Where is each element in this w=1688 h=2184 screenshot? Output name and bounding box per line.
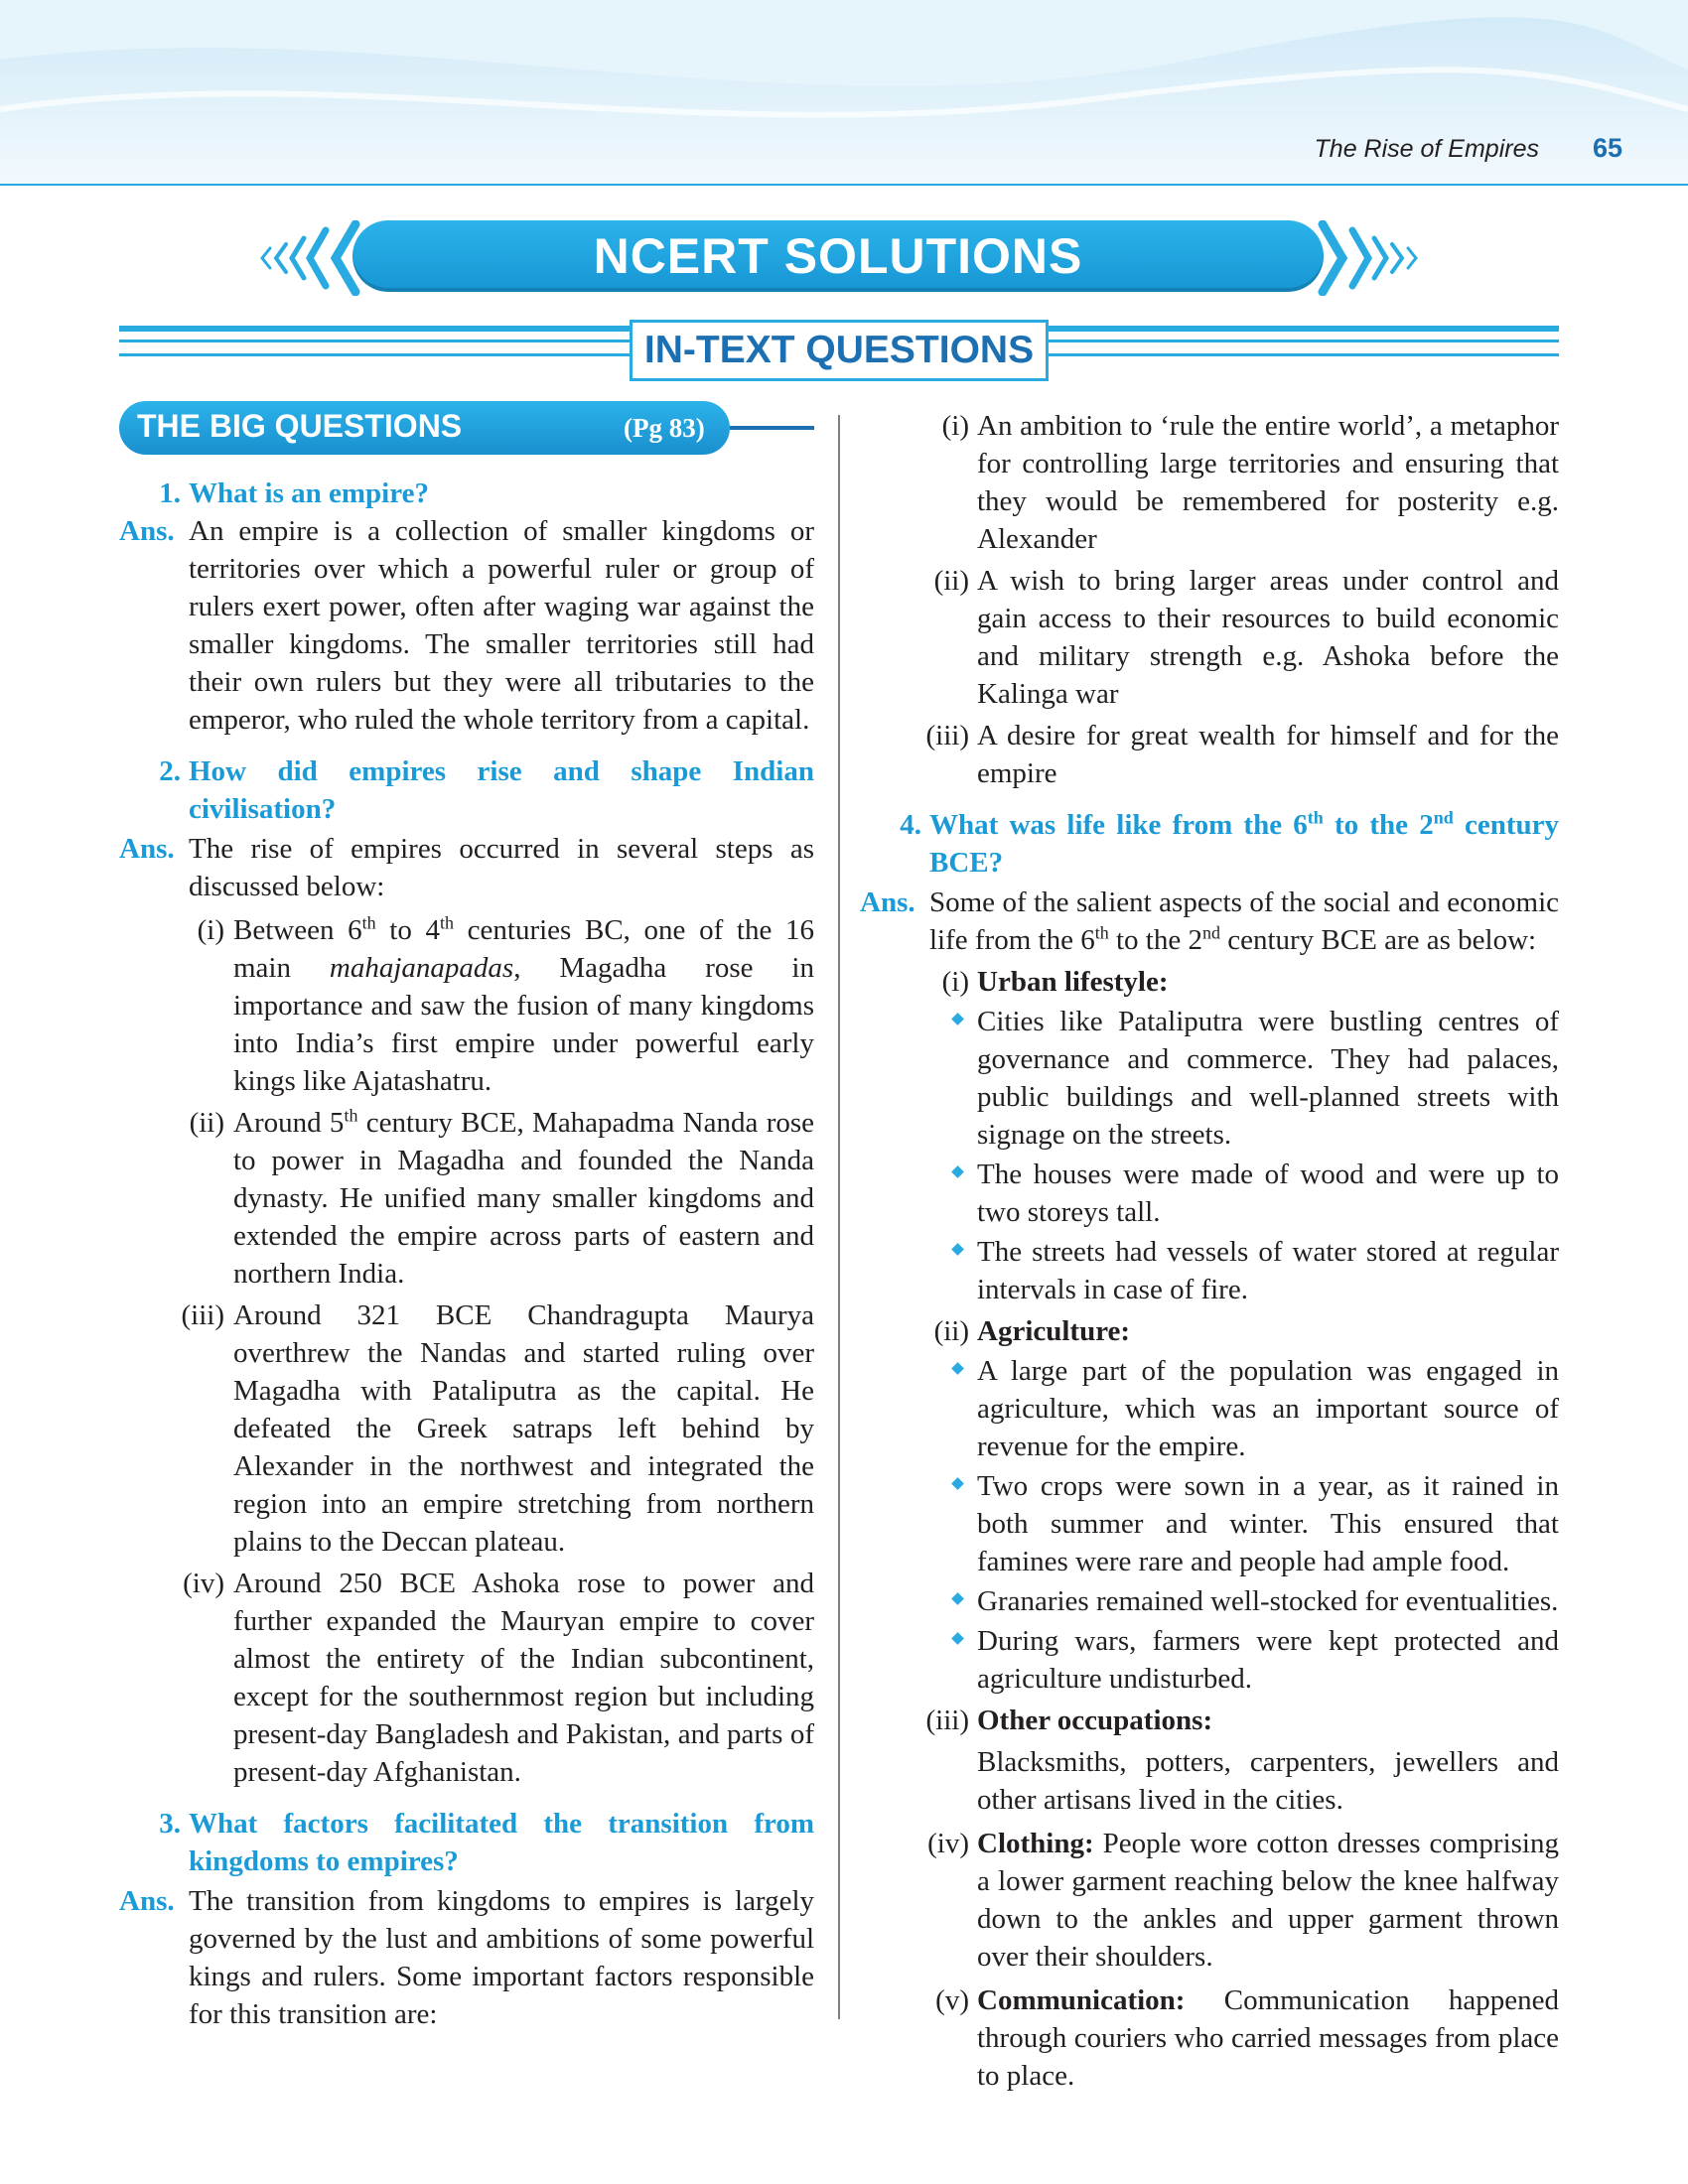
- item-text: Communication happened through couriers who carried messages from place to place.: [977, 1984, 1559, 2092]
- item-number: (i): [197, 914, 224, 946]
- item-number: (ii): [933, 565, 969, 597]
- answer-text: The rise of empires occurred in several steps as discussed below:: [189, 833, 814, 902]
- answer-3: [119, 1882, 814, 2033]
- bullet-text: Two crops were sown in a year, as it rained in both summer and winter. This ensured that famines were rare and people had ample food.: [977, 1470, 1559, 1577]
- item-number: (ii): [189, 1107, 224, 1139]
- item-number: (iii): [925, 1705, 969, 1736]
- diamond-bullet-icon: [951, 1165, 964, 1178]
- column-divider: [838, 415, 840, 2019]
- item-number: (ii): [933, 1315, 969, 1347]
- diamond-bullet-icon: [951, 1243, 964, 1256]
- answer-1: [119, 512, 814, 739]
- superscript: th: [361, 912, 376, 933]
- section-title: THE BIG QUESTIONS: [137, 408, 463, 444]
- subheading-text: Agriculture:: [977, 1315, 1131, 1347]
- item-number: (iv): [927, 1828, 969, 1859]
- bullet-text: During wars, farmers were kept protected and agriculture undisturbed.: [977, 1625, 1559, 1695]
- left-chevrons-decoration: [256, 220, 365, 296]
- subheading-clothing: [860, 1825, 1559, 1976]
- answer-label: Ans.: [119, 833, 175, 865]
- bullet-item: [860, 1582, 1559, 1620]
- answer-label: Ans.: [119, 515, 175, 547]
- subheading-text: Other occupations:: [977, 1705, 1213, 1736]
- item-text: , Magadha rose in importance and saw the fusion of many kingdoms into India’s first empire under powerful early kings like Ajatashatru.: [233, 952, 814, 1097]
- question-text: What is an empire?: [189, 478, 429, 509]
- list-item: [860, 562, 1559, 713]
- item-text: Between 6: [233, 914, 362, 946]
- bullet-item: [860, 1003, 1559, 1154]
- subheading-agriculture: [860, 1312, 1559, 1350]
- diamond-bullet-icon: [951, 1632, 964, 1645]
- item-text: Around 321 BCE Chandragupta Maurya overthrew the Nandas and started ruling over Magadha with Pataliputra as the capital. He defeated the Greek satraps left behind by Alexander in the northwest and integrated the region into an empire stretching from northern plains to the Deccan plateau.: [233, 1299, 814, 1558]
- item-text: centuries BC, one of the 16 main: [233, 914, 814, 984]
- answer-text: An empire is a collection of smaller kingdoms or territories over which a powerful ruler or group of rulers exert power, often after waging war against the smaller kingdoms. The smaller territories still had their own rulers but they were all tributaries to the emperor, who ruled the whole territory from a capital.: [189, 515, 814, 736]
- bullet-text: Cities like Pataliputra were bustling centres of governance and commerce. They had palaces, public buildings and well-planned streets with signage on the streets.: [977, 1006, 1559, 1151]
- list-item: [119, 1565, 814, 1791]
- item-number: (iv): [183, 1568, 224, 1599]
- question-text: to the 2: [1323, 809, 1434, 841]
- superscript: th: [1307, 807, 1324, 828]
- answer-4: [860, 884, 1559, 959]
- page-number: 65: [1592, 133, 1622, 163]
- item-number: (v): [935, 1984, 969, 2016]
- section-heading-line: [730, 426, 814, 430]
- answer-text: to the 2: [1108, 924, 1202, 956]
- answer-text: century BCE are as below:: [1219, 924, 1537, 956]
- item-number: (iii): [925, 720, 969, 751]
- subheading-text: Clothing:: [977, 1828, 1094, 1859]
- answer-label: Ans.: [860, 887, 915, 918]
- diamond-bullet-icon: [951, 1477, 964, 1490]
- bullet-item: [860, 1467, 1559, 1580]
- header-wave-background: [0, 0, 1688, 199]
- bullet-text: The streets had vessels of water stored at regular intervals in case of fire.: [977, 1236, 1559, 1305]
- answer-label: Ans.: [119, 1885, 175, 1917]
- answer-text: The transition from kingdoms to empires is largely governed by the lust and ambitions of some powerful kings and rulers. Some important factors responsible for this transition are:: [189, 1885, 814, 2030]
- section-page-ref: (Pg 83): [624, 413, 705, 443]
- item-number: (i): [941, 410, 969, 442]
- item-text: century BCE, Mahapadma Nanda rose to power in Magadha and founded the Nanda dynasty. He unified many smaller kingdoms and extended the empire across parts of eastern and northern India.: [233, 1107, 815, 1290]
- bullet-text: Granaries remained well-stocked for eventualities.: [977, 1585, 1559, 1617]
- subheading-communication: [860, 1981, 1559, 2095]
- question-number: 1.: [159, 478, 181, 509]
- question-text: How did empires rise and shape Indian civilisation?: [189, 755, 814, 825]
- bullet-text: The houses were made of wood and were up to two storeys tall.: [977, 1159, 1559, 1228]
- superscript: th: [439, 912, 454, 933]
- answer-text: Some of the salient aspects of the social and economic life from the 6: [929, 887, 1559, 956]
- list-item: [119, 1297, 814, 1561]
- question-number: 4.: [900, 809, 921, 841]
- diamond-bullet-icon: [951, 1013, 964, 1025]
- running-title: The Rise of Empires: [1314, 135, 1539, 163]
- item-text: Around 5: [233, 1107, 345, 1139]
- question-text: century BCE?: [929, 809, 1559, 879]
- question-3: [119, 1805, 814, 1880]
- item-text: A desire for great wealth for himself and for the empire: [977, 720, 1559, 789]
- item-text: People wore cotton dresses comprising a lower garment reaching below the knee halfway down to the ankles and upper garment thrown over their shoulders.: [977, 1828, 1559, 1973]
- superscript: nd: [1433, 807, 1454, 828]
- question-text: What was life like from the 6: [929, 809, 1308, 841]
- item-text: A wish to bring larger areas under control and gain access to their resources to build economic and military strength e.g. Ashoka before the Kalinga war: [977, 565, 1559, 710]
- bullet-item: [860, 1233, 1559, 1308]
- list-item: [860, 407, 1559, 558]
- right-column: [860, 407, 1559, 2095]
- bullet-text: A large part of the population was engaged in agriculture, which was an important source of revenue for the empire.: [977, 1355, 1559, 1462]
- right-chevrons-decoration: [1313, 220, 1422, 296]
- subheading-text: Communication:: [977, 1984, 1186, 2016]
- question-1: [119, 475, 814, 512]
- superscript: nd: [1201, 922, 1220, 943]
- in-text-questions-text: IN-TEXT QUESTIONS: [643, 329, 1035, 371]
- banner-title: NCERT SOLUTIONS: [593, 228, 1083, 284]
- italic-term: mahajanapadas: [329, 952, 514, 984]
- question-text: What factors facilitated the transition from kingdoms to empires?: [189, 1808, 814, 1877]
- superscript: th: [344, 1105, 358, 1126]
- ncert-solutions-banner: [352, 220, 1324, 292]
- list-item: [119, 911, 814, 1100]
- bullet-item: [860, 1156, 1559, 1231]
- diamond-bullet-icon: [951, 1362, 964, 1375]
- subheading-urban-lifestyle: [860, 963, 1559, 1001]
- question-number: 2.: [159, 755, 181, 787]
- bullet-item: [860, 1622, 1559, 1698]
- list-item: [119, 1104, 814, 1293]
- subheading-text: Urban lifestyle:: [977, 966, 1169, 998]
- question-4: [860, 806, 1559, 882]
- superscript: th: [1094, 922, 1109, 943]
- answer-2: [119, 830, 814, 905]
- occupations-text: Blacksmiths, potters, carpenters, jewellers and other artisans lived in the cities.: [977, 1746, 1559, 1816]
- question-number: 3.: [159, 1808, 181, 1840]
- subheading-other-occupations: [860, 1702, 1559, 1739]
- item-number: (i): [941, 966, 969, 998]
- diamond-bullet-icon: [951, 1592, 964, 1605]
- bullet-item: [860, 1352, 1559, 1465]
- list-item: [860, 717, 1559, 792]
- left-column: [119, 475, 814, 2033]
- item-text: An ambition to ‘rule the entire world’, a metaphor for controlling large territories and ensuring that they would be remembered for posterity e.g. Alexander: [977, 410, 1559, 555]
- item-text: Around 250 BCE Ashoka rose to power and further expanded the Mauryan empire to cover almost the entirety of the Indian subcontinent, except for the southernmost region but including present-day Bangladesh and Pakistan, and parts of present-day Afghanistan.: [233, 1568, 814, 1788]
- item-number: (iii): [181, 1299, 224, 1331]
- item-text: to 4: [375, 914, 440, 946]
- question-2: [119, 752, 814, 828]
- in-text-questions-label: [630, 320, 1049, 381]
